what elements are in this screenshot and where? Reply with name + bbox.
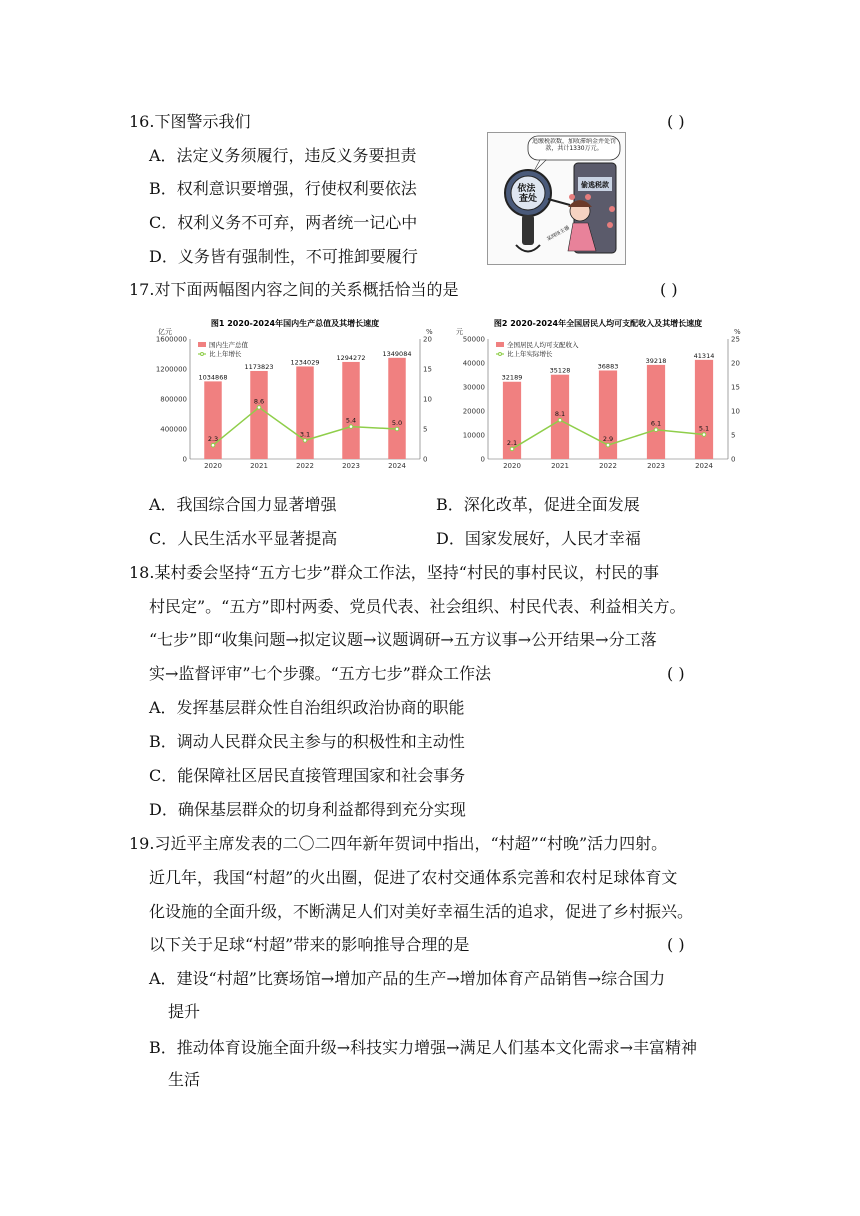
- q19-stem-line2: 近几年，我国“村超”的火出圈，促进了农村交通体系完善和农村足球体育文: [149, 868, 678, 887]
- growth-point: [303, 439, 307, 443]
- bar-value-label: 35128: [549, 366, 571, 375]
- q19-option-b-cont: 生活: [168, 1070, 201, 1089]
- growth-point: [606, 443, 610, 447]
- y-tick-label: 1600000: [155, 335, 187, 344]
- growth-value-label: 6.1: [650, 419, 662, 428]
- magnifier-text: [516, 182, 538, 204]
- q16-cartoon: [487, 132, 626, 265]
- x-tick-label: 2024: [388, 462, 406, 470]
- q18-option-b: B．调动人民群众民主参与的积极性和主动性: [149, 732, 465, 751]
- y2-tick-label: 0: [423, 455, 428, 464]
- growth-point: [702, 433, 706, 437]
- legend-bar-label: 国内生产总值: [209, 341, 248, 349]
- growth-point: [257, 406, 261, 410]
- growth-value-label: 8.6: [253, 397, 265, 406]
- cartoon-bubble-text: 追缴税款数，加收滞纳金并处罚款，共计1330万元。: [531, 138, 616, 152]
- q19-answer-paren: ( ): [667, 935, 685, 954]
- y-tick-label: 20000: [462, 407, 485, 416]
- q17-option-c: C．人民生活水平显著提高: [149, 529, 338, 548]
- q17-option-a: A．我国综合国力显著增强: [149, 495, 337, 514]
- growth-value-label: 5.0: [391, 419, 403, 427]
- q19-stem-line4: 以下关于足球“村超”带来的影响推导合理的是: [149, 935, 470, 954]
- growth-point: [211, 443, 215, 447]
- q19-stem-line3: 化设施的全面升级，不断满足人们对美好幸福生活的追求，促进了乡村振兴。: [149, 902, 694, 921]
- q16-option-d: D．义务皆有强制性，不可推卸要履行: [149, 247, 418, 266]
- growth-value-label: 2.9: [602, 435, 614, 444]
- y2-tick-label: 15: [731, 383, 740, 392]
- bar: [250, 371, 267, 459]
- growth-value-label: 2.1: [506, 438, 518, 447]
- x-tick-label: 2020: [204, 462, 222, 470]
- y-tick-label: 10000: [462, 431, 485, 440]
- bar: [342, 362, 359, 459]
- chart-title: 图1 2020-2024年国内生产总值及其增长速度: [210, 319, 380, 328]
- y-tick-label: 30000: [462, 383, 485, 392]
- legend-bar-label: 全国居民人均可支配收入: [507, 341, 579, 349]
- y-tick-label: 40000: [462, 359, 485, 368]
- bar-value-label: 1349084: [382, 349, 412, 358]
- bar-value-label: 39218: [645, 356, 667, 365]
- bar-value-label: 1294272: [336, 353, 366, 362]
- cartoon-illustration: [488, 133, 625, 264]
- magnifier-text-line2: 查处: [518, 194, 538, 204]
- bar: [647, 365, 665, 459]
- y2-tick-label: 15: [423, 365, 432, 374]
- q18-option-c: C．能保障社区居民直接管理国家和社会事务: [149, 766, 466, 785]
- y2-tick-label: 10: [731, 407, 740, 416]
- bar-value-label: 32189: [501, 373, 523, 382]
- cartoon-sign-text: 偷逃税款: [581, 181, 609, 189]
- q16-answer-paren: ( ): [667, 112, 685, 131]
- growth-value-label: 3.1: [299, 430, 311, 439]
- q18-stem-line2: 村民定”。“五方”即村两委、党员代表、社会组织、村民代表、利益相关方。: [149, 597, 686, 616]
- y2-tick-label: 20: [423, 335, 432, 344]
- magnifier-text-line1: 依法: [517, 184, 536, 194]
- gdp-chart: [150, 315, 440, 477]
- growth-value-label: 5.1: [698, 424, 710, 433]
- q18-answer-paren: ( ): [667, 664, 685, 683]
- x-tick-label: 2022: [599, 462, 617, 470]
- q19-stem-line1: 19.习近平主席发表的二〇二四年新年贺词中指出，“村超”“村晚”活力四射。: [129, 834, 668, 853]
- q16-stem: 16.下图警示我们: [129, 112, 251, 131]
- x-tick-label: 2023: [647, 462, 665, 470]
- cartoon-label-text: 某网络主播: [546, 225, 571, 243]
- growth-value-label: 2.3: [207, 435, 219, 444]
- y-tick-label: 1200000: [155, 365, 187, 374]
- y-tick-label: 0: [480, 455, 485, 464]
- q18-option-d: D．确保基层群众的切身利益都得到充分实现: [149, 800, 466, 819]
- q18-stem-line3: “七步”即“收集问题→拟定议题→议题调研→五方议事→公开结果→分工落: [149, 630, 657, 649]
- bar: [388, 358, 405, 459]
- bar-value-label: 36883: [597, 362, 619, 371]
- x-tick-label: 2022: [296, 462, 314, 470]
- q16-option-b: B．权利意识要增强，行使权利要依法: [149, 179, 417, 198]
- x-tick-label: 2021: [551, 462, 569, 470]
- x-tick-label: 2024: [695, 462, 713, 470]
- bar-value-label: 1234029: [290, 358, 320, 367]
- y2-axis-unit: %: [734, 328, 741, 336]
- x-tick-label: 2023: [342, 462, 360, 470]
- q17-answer-paren: ( ): [660, 280, 678, 299]
- y2-tick-label: 5: [423, 425, 428, 434]
- chart-title: 图2 2020-2024年全国居民人均可支配收入及其增长速度: [493, 319, 703, 328]
- q19-option-a: A．建设“村超”比赛场馆→增加产品的生产→增加体育产品销售→综合国力: [149, 969, 666, 988]
- y-tick-label: 800000: [160, 395, 187, 404]
- x-tick-label: 2020: [503, 462, 521, 470]
- y2-tick-label: 0: [731, 455, 736, 464]
- q17-stem: 17.对下面两幅图内容之间的关系概括恰当的是: [129, 280, 459, 299]
- q16-option-a: A．法定义务须履行，违反义务要担责: [149, 146, 417, 165]
- y-axis-unit: 元: [456, 328, 463, 336]
- growth-value-label: 5.4: [345, 416, 357, 425]
- income-chart: [448, 315, 748, 477]
- bar-value-label: 41314: [693, 351, 715, 360]
- bar: [695, 360, 713, 459]
- y2-tick-label: 5: [731, 431, 736, 440]
- growth-value-label: 8.1: [554, 410, 566, 419]
- q18-stem-line1: 18.某村委会坚持“五方七步”群众工作法，坚持“村民的事村民议，村民的事: [129, 563, 659, 582]
- y2-axis-unit: %: [426, 328, 433, 336]
- y-axis-unit: 亿元: [158, 328, 172, 336]
- y2-tick-label: 10: [423, 395, 432, 404]
- q19-option-b: B．推动体育设施全面升级→科技实力增强→满足人们基本文化需求→丰富精神: [149, 1038, 697, 1057]
- growth-point: [349, 425, 353, 429]
- growth-point: [654, 428, 658, 432]
- growth-point: [510, 447, 514, 451]
- bar-value-label: 1034868: [198, 373, 228, 382]
- y2-tick-label: 25: [731, 335, 740, 344]
- growth-point: [558, 418, 562, 422]
- q16-option-c: C．权利义务不可弃，两者统一记心中: [149, 213, 418, 232]
- legend-bar-swatch: [198, 342, 206, 347]
- legend-line-marker: [201, 353, 204, 356]
- legend-line-label: 比上年实际增长: [507, 350, 553, 358]
- q17-option-b: B．深化改革，促进全面发展: [436, 495, 640, 514]
- legend-bar-swatch: [496, 342, 504, 347]
- bar-value-label: 1173823: [244, 362, 274, 371]
- growth-point: [395, 427, 399, 431]
- q17-option-d: D．国家发展好，人民才幸福: [436, 529, 641, 548]
- y-tick-label: 50000: [462, 335, 485, 344]
- bar: [296, 366, 313, 459]
- x-tick-label: 2021: [250, 462, 268, 470]
- q18-stem-line4: 实→监督评审”七个步骤。“五方七步”群众工作法: [149, 664, 491, 683]
- y2-tick-label: 20: [731, 359, 740, 368]
- q18-option-a: A．发挥基层群众性自治组织政治协商的职能: [149, 698, 465, 717]
- y-tick-label: 400000: [160, 425, 187, 434]
- y-tick-label: 0: [182, 455, 187, 464]
- q19-option-a-cont: 提升: [168, 1002, 201, 1021]
- legend-line-marker: [499, 353, 502, 356]
- legend-line-label: 比上年增长: [209, 350, 242, 358]
